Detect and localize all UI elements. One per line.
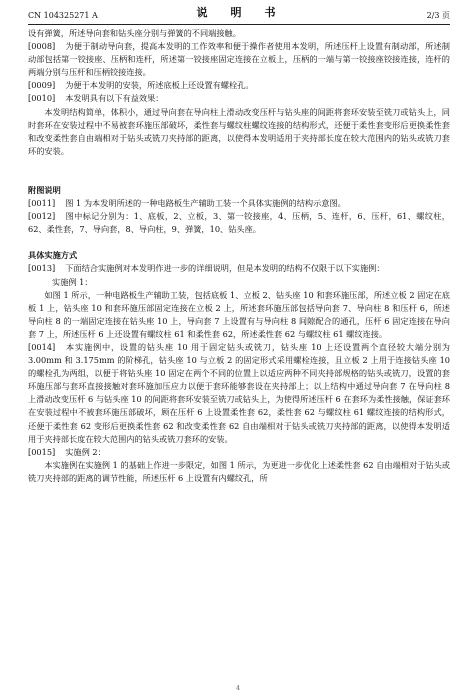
section-heading: 附图说明 [28,184,61,195]
paragraph: 本实施例在实施例 1 的基础上作进一步限定，如图 1 所示，为更进一步优化上述柔性套 62 自由端相对于钻头或铣刀夹持部的距离的调节性能，所述压杆 6 上设置有内螺纹孔，所 [28,459,450,483]
embodiments-section [28,249,450,485]
paragraph-number: [0010] [28,93,56,104]
paragraph-number: [0014] [28,341,56,352]
paragraph-number: [0009] [28,80,56,91]
paragraph: 如图 1 所示，一种电路板生产辅助工装，包括底板 1、立板 2、钻头座 10 和套环施压部，所述立板 2 固定在底板 1 上，钻头座 10 和套环施压部固定连接在立板 2 上，所述套环施压部包括导向套 7、导向柱 8 和压杆 6，所述导向柱 8 的一端固定连接在钻头座 10 上，导向套 7 上设置有与导向柱 8 间隙配合的通孔，压杆 6 固定连接在导向套 7 上，所述压杆 6 上还设置有螺纹柱 61 和柔性套 62，所述柔性套 62 与螺纹柱 61 螺纹连接。 [28,289,450,339]
paragraph: [0008] 为便于制动导向套，提高本发明的工作效率和便于操作者使用本发明，所述压杆上设置有制动部，所述制动部包括第一铰接座、压柄和连杆，所述第一铰接座固定连接在立板上，压柄的一端与第一铰接座铰接连接，连杆的两端分别与压杆和压柄铰接连接。 [28,41,450,78]
intro-blocks [28,27,450,158]
drawings-section [28,184,450,236]
paragraph: 设有弹簧，所述导向套和钻头座分别与弹簧的不同端接触。 [28,28,241,38]
section-heading: 具体实施方式 [28,250,78,261]
paragraph: [0014] 本实施例中，设置的钻头座 10 用于固定钻头或铣刀，钻头座 10 上还设置两个直径较大端分别为 3.00mm 和 3.175mm 的阶梯孔，钻头座 10 与立板 2 的固定形式采用螺栓连接，且立板 2 上用于连接钻头座 10 的螺栓孔为两组，以便于将钻头座 10 固定在两个不同的位置上以适应两种不同夹持部规格的钻头或铣刀，设置的套环施压部与套环直接接触对套环施加压应力以便于套环能够套设在夹持部上；以上结构中通过导向套 7 在导向柱 8 上滑动改变压杆 6 与钻头座 10 的间距将套环安装至铣刀或钻头上，为使得所述压杆 6 在套环为柔性接触，保证套环在安装过程中不被套环施压部破坏，顾在压杆 6 上设置柔性套 62，柔性套 62 与螺纹柱 61 螺纹连接的结构形式，还便于柔性套 62 变形后更换柔性套 62 和改变柔性套 62 自由端相对于钻头或铣刀夹持部的距离，以使得本发明适用于夹持部长度在较大范围内的钻头或铣刀套环的安装。 [28,341,450,444]
publication-number: CN 104325271 A [28,11,98,20]
page-indicator: 2/3 页 [426,11,450,20]
paragraph: [0012] 图中标记分别为：1、底板，2、立板，3、第一铰接座，4、压柄，5、连杆，6、压杆，61、螺纹柱，62、柔性套，7、导向套，8、导向柱，9、弹簧，10、钻头座。 [28,211,450,235]
paragraph: [0013] 下面结合实施例对本发明作进一步的详细说明，但是本发明的结构不仅限于以下实施例： [28,263,385,274]
paragraph-number: [0013] [28,263,56,274]
paragraph: 本发明结构简单，体积小，通过导向套在导向柱上滑动改变压杆与钻头座的间距将套环安装至铣刀或钻头上，同时套环在安装过程中不易被套环施压部破坏，柔性套与螺纹柱螺纹连接的结构形式，还便于柔性套变形后更换柔性套和改变柔性套自由端相对于钻头或铣刀夹持部的距离，以使得本发明适用于夹持部长度在较大范围内的钻头或铣刀套环的安装。 [28,106,450,156]
paragraph: [0011] 图 1 为本发明所述的一种电路板生产辅助工装一个具体实施例的结构示意图。 [28,198,346,209]
paragraph-number: [0015] [28,446,56,457]
page-header [28,6,450,25]
page-number: 4 [236,684,240,692]
document-title: 说 明 书 [196,6,282,19]
paragraph-number: [0012] [28,211,56,222]
example-heading: 实施例 1： [52,276,93,287]
paragraph: [0009] 为便于本发明的安装，所述底板上还设置有螺栓孔。 [28,80,254,91]
paragraph: [0010] 本发明具有以下有益效果： [28,93,164,104]
paragraph-number: [0011] [28,198,56,209]
paragraph: [0015] 实施例 2： [28,446,106,457]
paragraph-number: [0008] [28,41,56,52]
